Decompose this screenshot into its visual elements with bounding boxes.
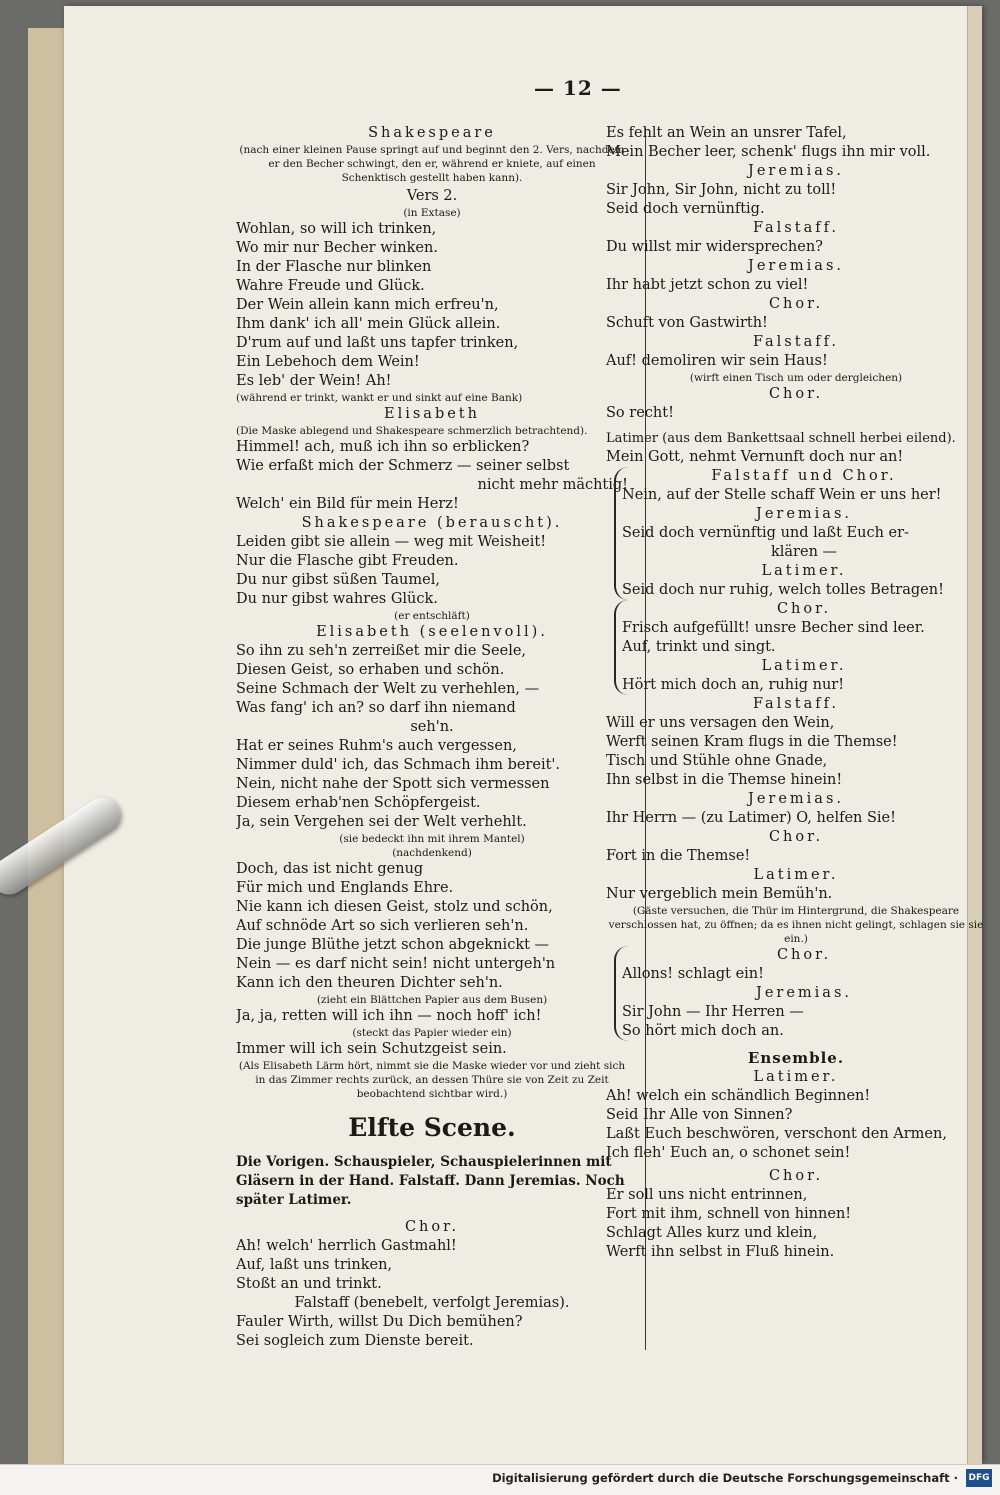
- lyric-line: Ihn selbst in die Themse hinein!: [606, 772, 843, 788]
- lyric-line: Frisch aufgefüllt! unsre Becher sind leer.: [622, 620, 925, 636]
- footer-bar: [0, 1464, 1000, 1495]
- lyric-line: Ah! welch' herrlich Gastmahl!: [236, 1238, 457, 1254]
- lyric-line: Nur die Flasche gibt Freuden.: [236, 553, 459, 569]
- stage-direction: (wirft einen Tisch um oder dergleichen): [689, 372, 903, 384]
- lyric-line: Tisch und Stühle ohne Gnade,: [606, 753, 828, 769]
- lyric-line: Ich fleh' Euch an, o schonet sein!: [606, 1145, 851, 1161]
- lyric-line: Leiden gibt sie allein — weg mit Weisheit!: [236, 534, 547, 550]
- lyric-line: Du nur gibst süßen Taumel,: [236, 572, 440, 588]
- lyric-line: D'rum auf und laßt uns tapfer trinken,: [236, 335, 519, 351]
- lyric-line: Sir John — Ihr Herren —: [622, 1004, 804, 1020]
- lyric-line: Ihr habt jetzt schon zu viel!: [606, 277, 809, 293]
- lyric-line: Es leb' der Wein! Ah!: [236, 373, 392, 389]
- ensemble-heading: Ensemble.: [747, 1049, 845, 1067]
- lyric-line: Werft seinen Kram flugs in die Themse!: [606, 734, 898, 750]
- lyric-line: Mein Becher leer, schenk' flugs ihn mir voll.: [606, 144, 931, 160]
- lyric-line: Himmel! ach, muß ich ihn so erblicken?: [236, 439, 530, 455]
- lyric-line: Wie erfaßt mich der Schmerz — seiner selbst: [236, 458, 570, 474]
- lyric-line: Ihm dank' ich all' mein Glück allein.: [236, 316, 501, 332]
- lyric-line: Seid doch nur ruhig, welch tolles Betragen!: [622, 582, 944, 598]
- lyric-line: klären —: [770, 544, 838, 560]
- funding-notice: Digitalisierung gefördert durch die Deutsche Forschungsgemeinschaft ·: [492, 1471, 958, 1485]
- speaker-label: Elisabeth: [384, 406, 480, 422]
- lyric-line: Laßt Euch beschwören, verschont den Armen,: [606, 1126, 947, 1142]
- lyric-line: Nein, nicht nahe der Spott sich vermessen: [236, 776, 550, 792]
- lyric-line: Ihr Herrn — (zu Latimer) O, helfen Sie!: [606, 810, 896, 826]
- speaker-label: Chor.: [404, 1219, 460, 1235]
- lyric-line: Seid doch vernünftig.: [606, 201, 765, 217]
- stage-direction: (steckt das Papier wieder ein): [352, 1027, 512, 1039]
- cast-list: Die Vorigen. Schauspieler, Schauspielerinnen mit Gläsern in der Hand. Falstaff. Dann Jeremias. Noch später Latimer.: [236, 1154, 625, 1208]
- lyric-line: Für mich und Englands Ehre.: [236, 880, 454, 896]
- lyric-line: Allons! schlagt ein!: [622, 966, 764, 982]
- lyric-line: Werft ihn selbst in Fluß hinein.: [606, 1244, 835, 1260]
- lyric-line: So ihn zu seh'n zerreißet mir die Seele,: [236, 643, 527, 659]
- lyric-line: Nein, auf der Stelle schaff Wein er uns her!: [622, 487, 942, 503]
- speaker-label: Chor.: [768, 296, 824, 312]
- scene-heading: Elfte Scene.: [348, 1113, 516, 1142]
- stage-direction: (während er trinkt, wankt er und sinkt auf eine Bank): [236, 392, 523, 404]
- lyric-line: Kann ich den theuren Dichter seh'n.: [236, 975, 503, 991]
- speaker-label: Falstaff.: [752, 220, 840, 236]
- lyric-line: Seid doch vernünftig und laßt Euch er-: [622, 525, 909, 541]
- lyric-line: Nie kann ich diesen Geist, stolz und schön,: [236, 899, 553, 915]
- speaker-label: Jeremias.: [748, 258, 844, 274]
- stage-direction: (Die Maske ablegend und Shakespeare schmerzlich betrachtend).: [236, 425, 588, 437]
- lyric-line: Wahre Freude und Glück.: [236, 278, 425, 294]
- lyric-line: Doch, das ist nicht genug: [236, 861, 424, 877]
- lyric-line: Was fang' ich an? so darf ihn niemand: [236, 700, 516, 716]
- speaker-label: Jeremias.: [748, 791, 844, 807]
- lyric-line: Seid Ihr Alle von Sinnen?: [606, 1107, 793, 1123]
- lyric-line: Wo mir nur Becher winken.: [236, 240, 438, 256]
- lyric-line: Du nur gibst wahres Glück.: [236, 591, 438, 607]
- speaker-label: Chor.: [768, 829, 824, 845]
- speaker-label: Jeremias.: [756, 985, 852, 1001]
- speaker-label: Jeremias.: [756, 506, 852, 522]
- speaker-label: Shakespeare: [368, 125, 496, 141]
- speaker-label: Latimer.: [753, 1069, 839, 1085]
- lyric-line: Auf, trinkt und singt.: [622, 639, 776, 655]
- lyric-line: Die junge Blüthe jetzt schon abgeknickt —: [236, 937, 550, 953]
- speaker-label: Falstaff (benebelt, verfolgt Jeremias).: [294, 1295, 570, 1311]
- lyric-line: Seine Schmach der Welt zu verhehlen, —: [236, 681, 540, 697]
- lyric-line: In der Flasche nur blinken: [236, 259, 432, 275]
- lyric-line: Welch' ein Bild für mein Herz!: [236, 496, 459, 512]
- speaker-label: Latimer.: [761, 658, 847, 674]
- lyric-line: Der Wein allein kann mich erfreu'n,: [236, 297, 499, 313]
- lyric-line: Du willst mir widersprechen?: [606, 239, 823, 255]
- lyric-line: Immer will ich sein Schutzgeist sein.: [236, 1041, 507, 1057]
- stage-direction: (sie bedeckt ihn mit ihrem Mantel): [339, 833, 525, 845]
- lyric-line: Schuft von Gastwirth!: [606, 315, 768, 331]
- lyric-line: Diesem erhab'nen Schöpfergeist.: [236, 795, 481, 811]
- speaker-label: Chor.: [776, 601, 832, 617]
- lyric-line: Auf, laßt uns trinken,: [236, 1257, 393, 1273]
- stage-direction: (nach einer kleinen Pause springt auf und beginnt den 2. Vers, nachdem er den Becher schwingt, den er, während er kniete, auf einen Schenktisch gestellt haben kann).: [239, 144, 625, 184]
- lyric-line: Ja, ja, retten will ich ihn — noch hoff' ich!: [236, 1008, 542, 1024]
- lyric-line: Schlagt Alles kurz und klein,: [606, 1225, 818, 1241]
- speaker-label: Chor.: [776, 947, 832, 963]
- lyric-line: Ja, sein Vergehen sei der Welt verhehlt.: [236, 814, 527, 830]
- brace-group: [614, 467, 986, 600]
- lyric-line: Will er uns versagen den Wein,: [606, 715, 835, 731]
- book-page: [64, 6, 982, 1464]
- right-column: [606, 124, 986, 1262]
- lyric-line: Nein — es darf nicht sein! nicht untergeh'n: [236, 956, 556, 972]
- speaker-label: Jeremias.: [748, 163, 844, 179]
- brace-group: [614, 946, 986, 1041]
- speaker-label: Latimer (aus dem Bankettsaal schnell herbei eilend).: [606, 431, 956, 446]
- stage-direction: (zieht ein Blättchen Papier aus dem Busen): [316, 994, 548, 1006]
- left-column: [236, 124, 628, 1351]
- lyric-line: Fort mit ihm, schnell von hinnen!: [606, 1206, 852, 1222]
- speaker-label: Chor.: [768, 386, 824, 402]
- verse-heading: Vers 2.: [406, 188, 458, 204]
- lyric-line: Es fehlt an Wein an unsrer Tafel,: [606, 125, 847, 141]
- lyric-line: Hat er seines Ruhm's auch vergessen,: [236, 738, 517, 754]
- lyric-line: Stoßt an und trinkt.: [236, 1276, 382, 1292]
- lyric-line: So hört mich doch an.: [622, 1023, 784, 1039]
- stage-direction: (Als Elisabeth Lärm hört, nimmt sie die Maske wieder vor und zieht sich in das Zimmer rechts zurück, an dessen Thüre sie von Zeit zu Zeit beobachtend sichtbar wird.): [238, 1060, 626, 1100]
- lyric-line: Diesen Geist, so erhaben und schön.: [236, 662, 505, 678]
- stage-direction: (in Extase): [403, 207, 461, 219]
- stage-direction: (Gäste versuchen, die Thür im Hintergrund, die Shakespeare verschlossen hat, zu öffnen; da es ihnen nicht gelingt, schlagen sie sie ein.): [608, 905, 984, 945]
- lyric-line: Nimmer duld' ich, das Schmach ihm bereit'.: [236, 757, 560, 773]
- lyric-line: Hört mich doch an, ruhig nur!: [622, 677, 845, 693]
- speaker-label: Shakespeare (berauscht).: [301, 515, 563, 531]
- lyric-line: nicht mehr mächtig!: [477, 477, 628, 493]
- brace-group: [614, 600, 986, 695]
- lyric-line: Sei sogleich zum Dienste bereit.: [236, 1333, 474, 1349]
- lyric-line: Er soll uns nicht entrinnen,: [606, 1187, 808, 1203]
- stage-direction: (er entschläft): [394, 610, 470, 622]
- speaker-label: Falstaff.: [752, 696, 840, 712]
- speaker-label: Chor.: [768, 1168, 824, 1184]
- lyric-line: Auf schnöde Art so sich verlieren seh'n.: [236, 918, 529, 934]
- lyric-line: Nur vergeblich mein Bemüh'n.: [606, 886, 833, 902]
- speaker-label: Falstaff.: [752, 334, 840, 350]
- stage-direction: (nachdenkend): [392, 847, 472, 859]
- speaker-label: Latimer.: [753, 867, 839, 883]
- page-number: — 12 —: [534, 76, 622, 100]
- lyric-line: Wohlan, so will ich trinken,: [236, 221, 437, 237]
- dfg-logo-icon: DFG: [966, 1469, 992, 1487]
- lyric-line: Mein Gott, nehmt Vernunft doch nur an!: [606, 449, 904, 465]
- speaker-label: Latimer.: [761, 563, 847, 579]
- lyric-line: Auf! demoliren wir sein Haus!: [606, 353, 828, 369]
- lyric-line: Sir John, Sir John, nicht zu toll!: [606, 182, 837, 198]
- speaker-label: Elisabeth (seelenvoll).: [316, 624, 548, 640]
- lyric-line: Ah! welch ein schändlich Beginnen!: [606, 1088, 871, 1104]
- lyric-line: seh'n.: [410, 719, 454, 735]
- speaker-label: Falstaff und Chor.: [711, 468, 897, 484]
- lyric-line: Fauler Wirth, willst Du Dich bemühen?: [236, 1314, 523, 1330]
- lyric-line: Fort in die Themse!: [606, 848, 751, 864]
- lyric-line: So recht!: [606, 405, 674, 421]
- lyric-line: Ein Lebehoch dem Wein!: [236, 354, 420, 370]
